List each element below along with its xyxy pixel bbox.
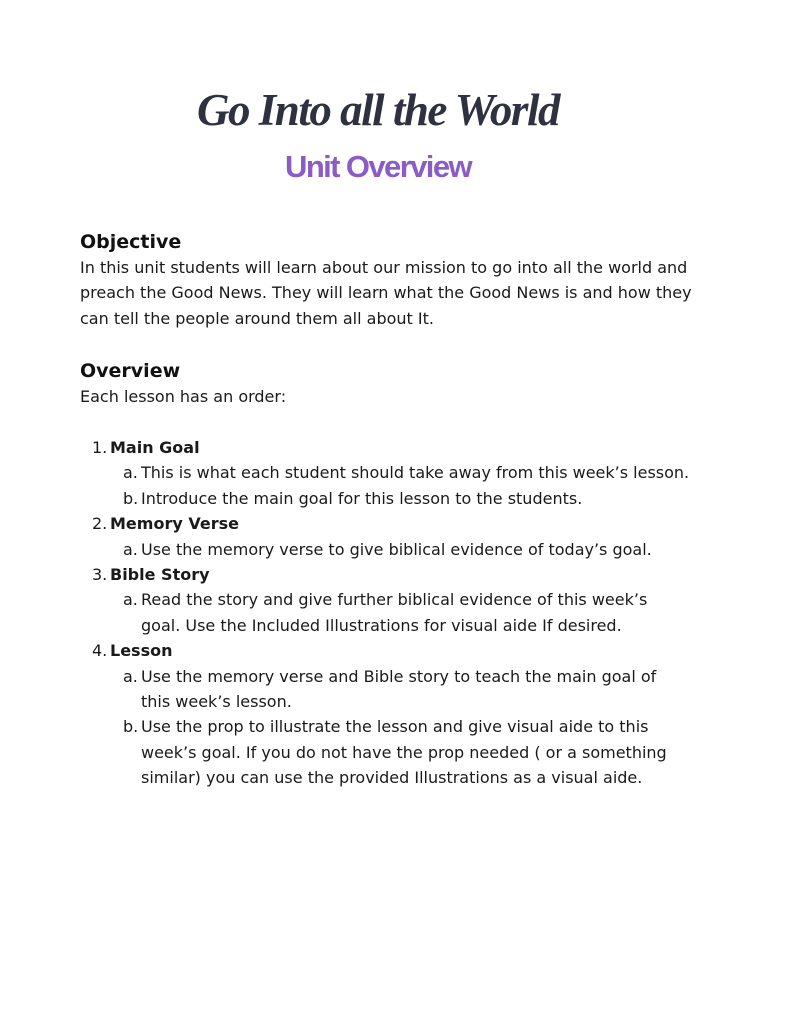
sub-list-item bbox=[80, 537, 700, 562]
list-item bbox=[80, 511, 700, 562]
step-title: Bible Story bbox=[110, 565, 210, 585]
sub-item-letter: b. bbox=[123, 488, 139, 508]
document-title: Go Into all the World bbox=[197, 85, 559, 135]
sub-list-item bbox=[80, 460, 700, 485]
lesson-order-list bbox=[80, 435, 700, 791]
sub-list-item bbox=[80, 486, 700, 511]
sub-item-text: Read the story and give further biblical evidence of this week’s goal. Use the Included Illustrations for visual aide If desired. bbox=[141, 590, 648, 635]
overview-section bbox=[80, 358, 700, 409]
step-title: Main Goal bbox=[110, 438, 200, 457]
sub-item-text: Introduce the main goal for this lesson to the students. bbox=[141, 488, 583, 508]
step-title: Lesson bbox=[110, 641, 173, 661]
sub-item-letter: a. bbox=[123, 539, 138, 559]
step-number: 4. bbox=[92, 641, 108, 661]
step-number: 1. bbox=[92, 438, 108, 457]
step-number: 2. bbox=[92, 514, 108, 534]
document-subtitle: Unit Overview bbox=[285, 149, 471, 184]
sub-item-letter: a. bbox=[123, 463, 138, 483]
sub-item-text: This is what each student should take away from this week’s lesson. bbox=[141, 463, 690, 483]
sub-item-text: Use the memory verse and Bible story to teach the main goal of this week’s lesson. bbox=[141, 666, 657, 712]
list-item bbox=[80, 562, 700, 638]
objective-section bbox=[80, 229, 700, 331]
sub-item-letter: a. bbox=[123, 590, 138, 610]
step-title: Memory Verse bbox=[110, 514, 239, 534]
step-number: 3. bbox=[92, 565, 108, 585]
list-item bbox=[80, 435, 700, 511]
sub-list-item bbox=[80, 587, 700, 638]
sub-item-letter: b. bbox=[123, 717, 139, 737]
objective-heading: Objective bbox=[80, 231, 182, 253]
sub-item-text: Use the prop to illustrate the lesson and give visual aide to this week’s goal. If you do not have the prop needed ( or a something similar) you can use the provided Illustrations as a visual aide. bbox=[141, 717, 667, 788]
overview-heading: Overview bbox=[80, 360, 181, 382]
sub-list-item bbox=[80, 664, 700, 715]
overview-intro: Each lesson has an order: bbox=[80, 387, 287, 406]
objective-text: In this unit students will learn about our mission to go into all the world and preach the Good News. They will learn what the Good News is and how they can tell the people around them all about It. bbox=[80, 258, 692, 328]
sub-list-item bbox=[80, 714, 700, 790]
sub-item-text: Use the memory verse to give biblical evidence of today’s goal. bbox=[141, 539, 652, 559]
sub-item-letter: a. bbox=[123, 666, 138, 686]
list-item bbox=[80, 638, 700, 790]
